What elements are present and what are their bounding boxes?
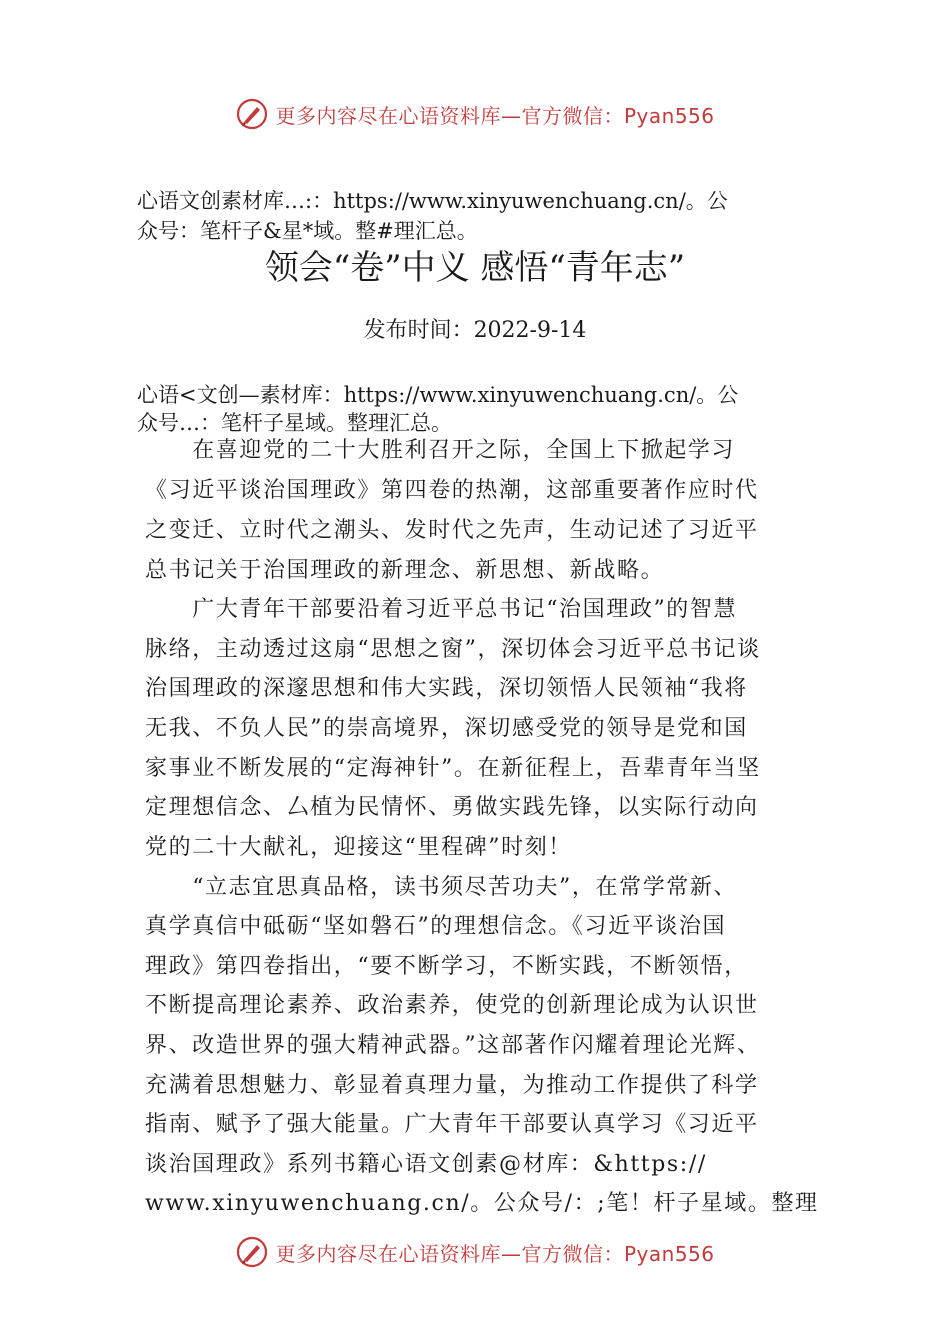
body-line: 脉络，主动透过这扇“思想之窗”，深切体会习近平总书记谈 (145, 637, 761, 662)
banner-text: 更多内容尽在心语资料库—官方微信：Pyan556 (275, 103, 715, 128)
body-line: 家事业不断发展的“定海神针”。在新征程上，吾辈青年当坚 (145, 756, 761, 781)
publish-date: 发布时间：2022-9-14 (363, 318, 587, 343)
body-line: 党的二十大献礼，迎接这“里程碑”时刻！ (145, 835, 572, 860)
header-source-line-2: 众号：笔杆子&星*域。整#理汇总。 (137, 219, 478, 243)
body-line: 《习近平谈治国理政》第四卷的热潮，这部重要著作应时代 (145, 478, 759, 503)
body-line: 治国理政的深邃思想和伟大实践，深切领悟人民领袖“我将 (145, 676, 748, 701)
header-source-line-1: 心语文创素材库…:：https://www.xinyuwenchuang.cn/。公 (137, 189, 728, 213)
wechat-id: Pyan556 (623, 1241, 715, 1266)
article-source-line-1: 心语<文创—素材库：https://www.xinyuwenchuang.cn/。公 (137, 383, 739, 407)
body-line: 无我、不负人民”的崇高境界，深切感受党的领导是党和国 (145, 716, 748, 741)
body-line: 理政》第四卷指出，“要不断学习，不断实践，不断领悟， (145, 954, 748, 979)
body-line: 定理想信念、厶植为民情怀、勇做实践先锋，以实际行动向 (145, 795, 759, 820)
wechat-id: Pyan556 (623, 103, 715, 128)
pen-logo-icon (235, 1235, 269, 1269)
top-banner (0, 94, 950, 134)
body-line: 指南、赋予了强大能量。广大青年干部要认真学习《习近平 (145, 1112, 759, 1137)
body-line: www.xinyuwenchuang.cn/。公众号/：;笔！杆子星域。整理 (145, 1191, 819, 1216)
body-line: 真学真信中砥砺“坚如磐石”的理想信念。《习近平谈治国 (145, 914, 727, 939)
body-line: 不断提高理论素养、政治素养，使党的创新理论成为认识世 (145, 993, 759, 1018)
banner-text: 更多内容尽在心语资料库—官方微信：Pyan556 (275, 1241, 715, 1266)
pen-logo-icon (235, 97, 269, 131)
body-line: “立志宜思真品格，读书须尽苦功夫”，在常学常新、 (145, 875, 738, 900)
body-line: 充满着思想魅力、彰显着真理力量，为推动工作提供了科学 (145, 1073, 759, 1098)
body-line: 界、改造世界的强大精神武器。”这部著作闪耀着理论光辉、 (145, 1033, 761, 1058)
article-title: 领会“卷”中义 感悟“青年志” (264, 248, 686, 288)
body-line: 在喜迎党的二十大胜利召开之际，全国上下掀起学习 (145, 438, 736, 463)
article-source-line-2: 众号…：笔杆子星域。整理汇总。 (137, 411, 452, 435)
body-line: 广大青年干部要沿着习近平总书记“治国理政”的智慧 (145, 597, 738, 622)
body-line: 总书记关于治国理政的新理念、新思想、新战略。 (145, 558, 665, 583)
bottom-banner (0, 1232, 950, 1272)
body-line: 之变迁、立时代之潮头、发时代之先声，生动记述了习近平 (145, 518, 759, 543)
body-line: 谈治国理政》系列书籍心语文创素@材库：&https:// (145, 1152, 707, 1177)
